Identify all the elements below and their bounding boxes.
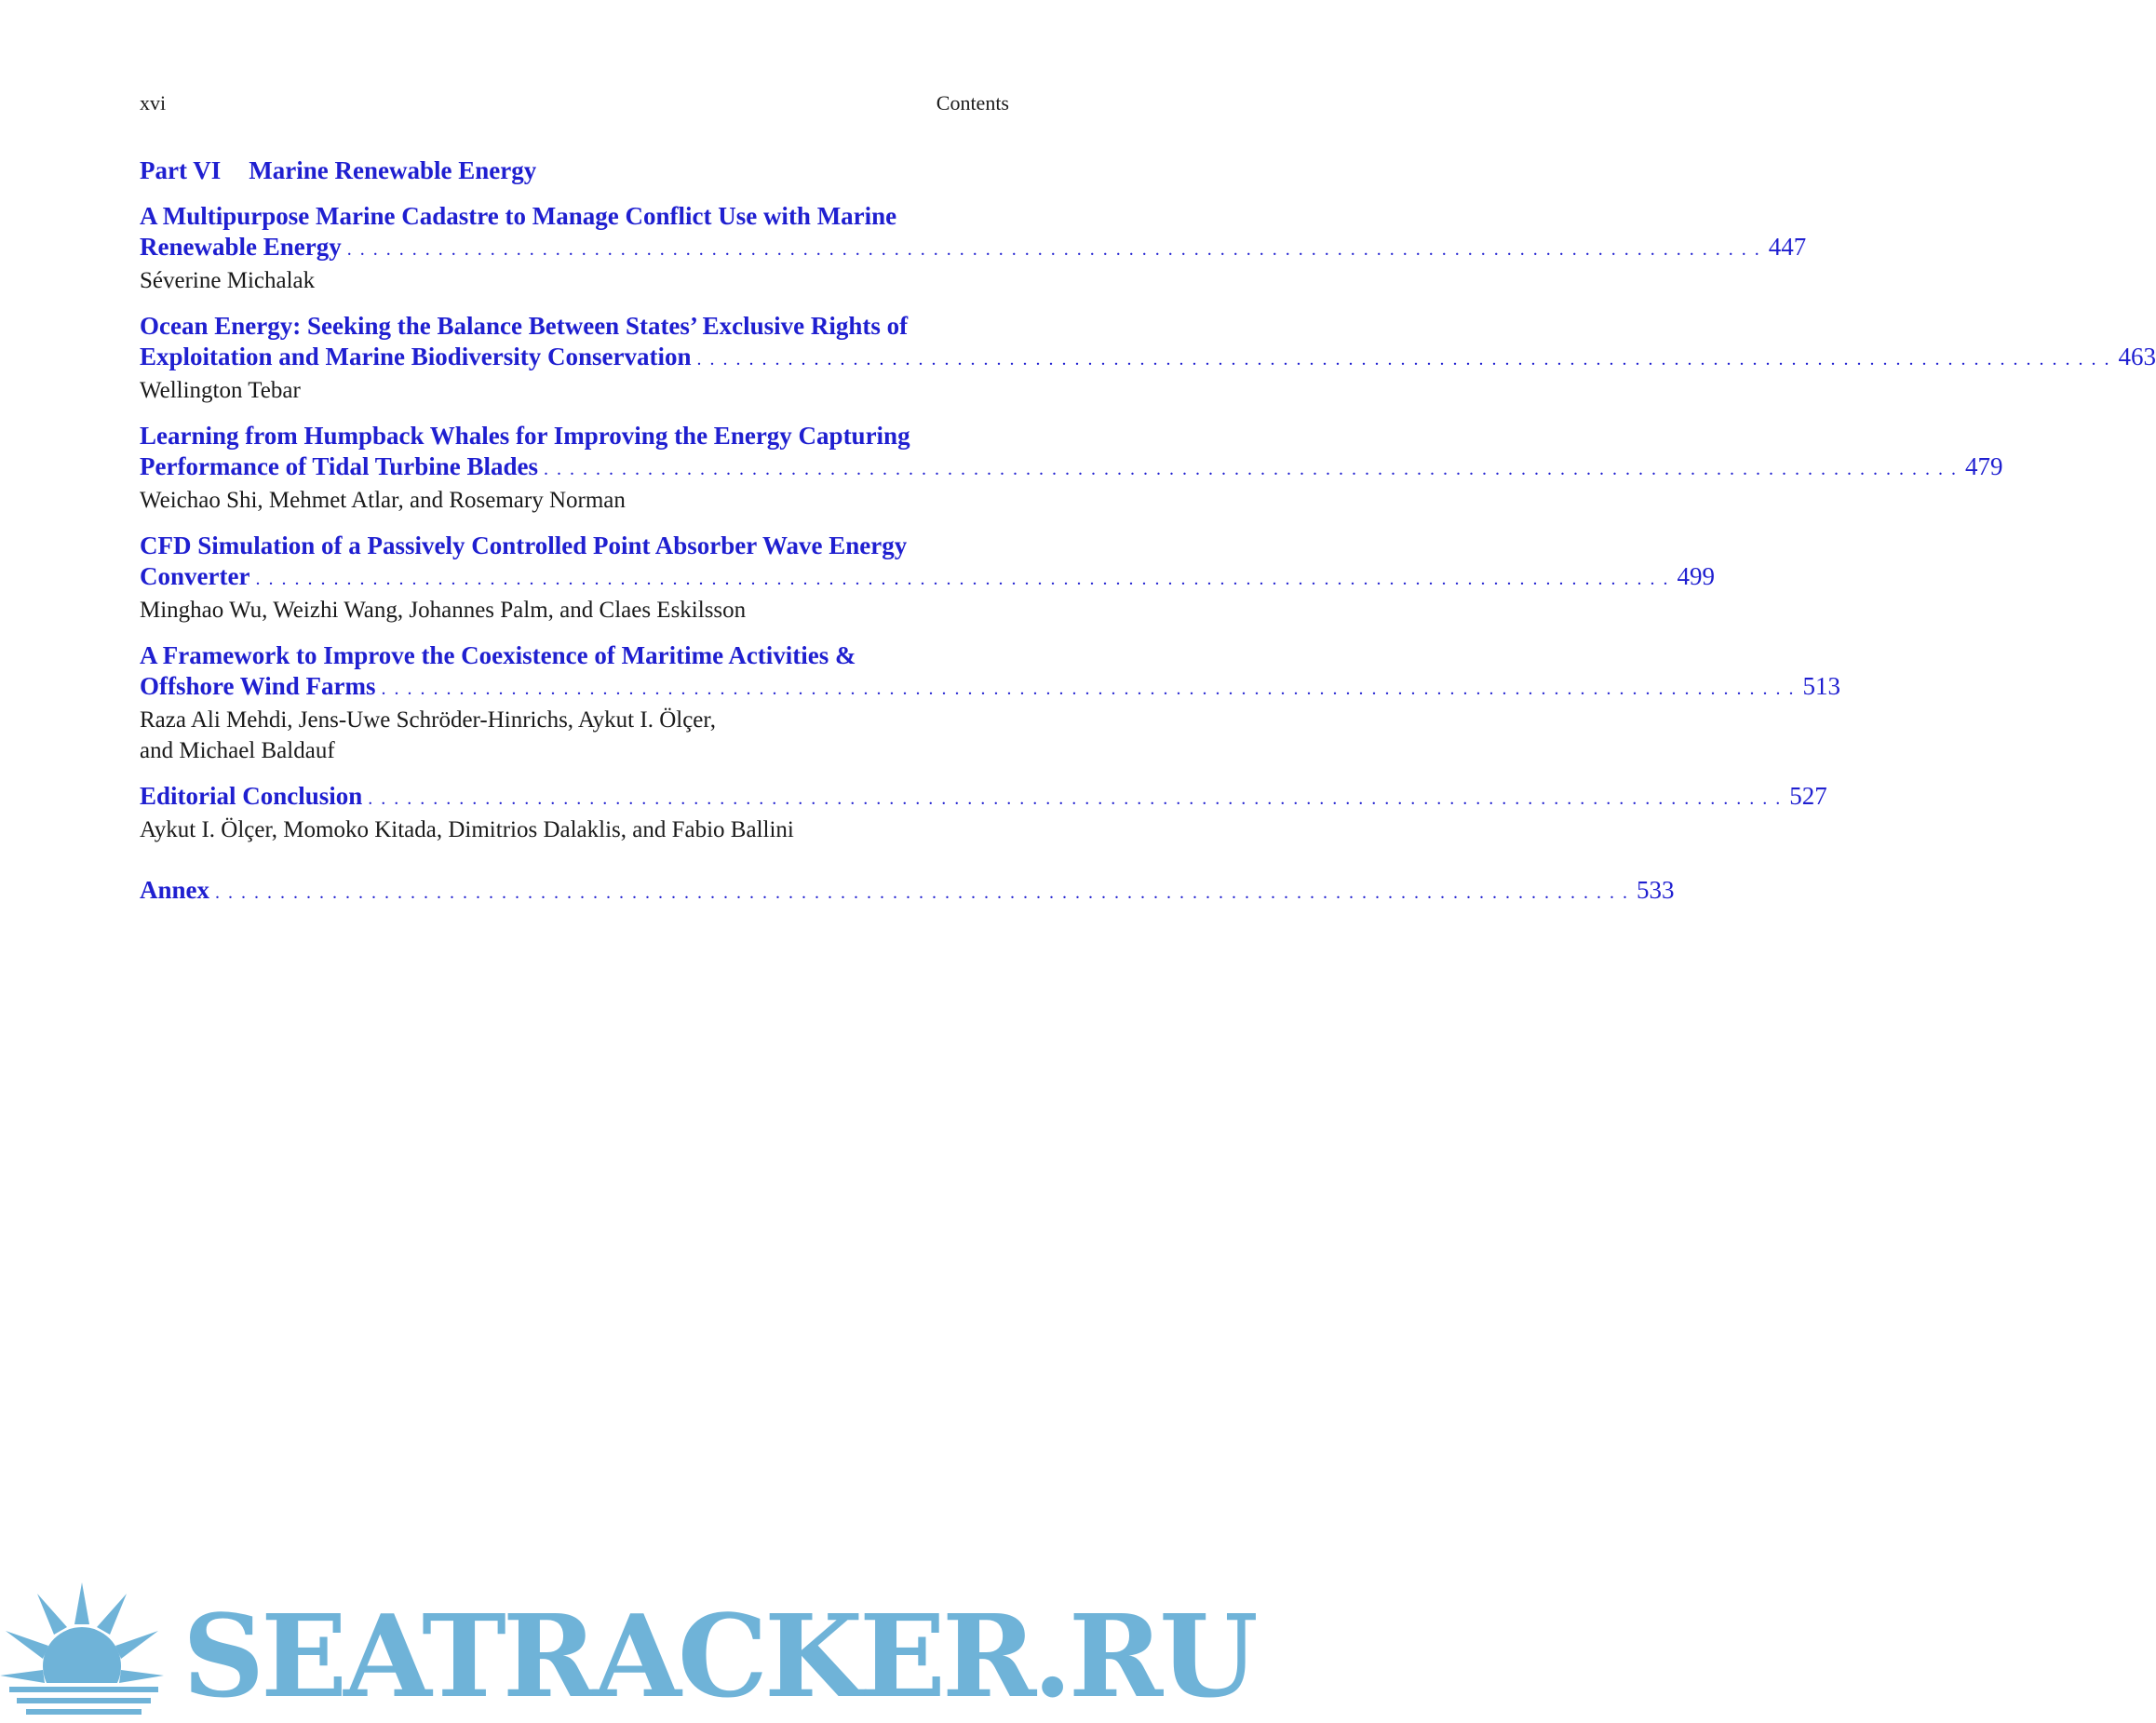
toc-entry-authors: Wellington Tebar <box>140 378 301 403</box>
toc-entry-title-line[interactable]: Learning from Humpback Whales for Improving the Energy Capturing <box>140 422 910 450</box>
annex-title[interactable]: Annex <box>140 876 210 904</box>
toc-entry-page[interactable]: 499 <box>1677 562 1715 590</box>
part-title: Marine Renewable Energy <box>249 156 537 184</box>
toc-entry-title-end[interactable]: Editorial Conclusion <box>140 782 363 810</box>
toc-entry-title-final-line[interactable] <box>140 671 1841 705</box>
dot-leader <box>382 674 1796 705</box>
running-head-section: Contents <box>936 91 1009 114</box>
toc-entry-title-end[interactable]: Converter <box>140 562 250 590</box>
toc-entry-authors: Aykut I. Ölçer, Momoko Kitada, Dimitrios Dalaklis, and Fabio Ballini <box>140 817 794 842</box>
toc-entry[interactable] <box>140 201 1807 296</box>
toc-entry-title-end[interactable]: Performance of Tidal Turbine Blades <box>140 452 539 480</box>
toc-entry[interactable] <box>140 640 1841 766</box>
toc-entry-title-line[interactable]: CFD Simulation of a Passively Controlled Point Absorber Wave Energy <box>140 532 908 559</box>
toc-entry-authors: Raza Ali Mehdi, Jens-Uwe Schröder-Hinrichs, Aykut I. Ölçer, <box>140 707 716 733</box>
toc-entry-title-end[interactable]: Exploitation and Marine Biodiversity Conservation <box>140 343 692 370</box>
dot-leader <box>544 454 1958 485</box>
toc-entry-page[interactable]: 447 <box>1768 233 1807 261</box>
toc-entry[interactable] <box>140 531 1715 626</box>
toc-entry-title-final-line[interactable] <box>140 232 1807 265</box>
dot-leader <box>347 235 1761 265</box>
part-label: Part VI <box>140 156 222 184</box>
dot-leader <box>697 344 2111 375</box>
toc-entry-title-end[interactable]: Renewable Energy <box>140 233 342 261</box>
toc-entry[interactable] <box>140 311 2156 406</box>
table-of-contents <box>140 155 2156 923</box>
toc-entry-title-final-line[interactable] <box>140 451 2003 485</box>
part-heading[interactable] <box>140 155 1009 186</box>
toc-entry-authors: Weichao Shi, Mehmet Atlar, and Rosemary Norman <box>140 488 626 513</box>
toc-entry-title-final-line[interactable] <box>140 875 1675 909</box>
dot-leader <box>368 784 1782 814</box>
toc-entry[interactable] <box>140 421 2003 516</box>
toc-entry-title-line[interactable]: A Framework to Improve the Coexistence of Maritime Activities & <box>140 641 856 669</box>
toc-entry-page[interactable]: 479 <box>1965 452 2003 480</box>
toc-entry-authors: Séverine Michalak <box>140 268 316 293</box>
toc-entry-title-final-line[interactable] <box>140 561 1715 595</box>
page-number: xvi <box>140 91 167 114</box>
toc-entry-title-final-line[interactable] <box>140 342 2156 375</box>
toc-entry-authors: Minghao Wu, Weizhi Wang, Johannes Palm, and Claes Eskilsson <box>140 598 747 623</box>
toc-entry-title-end[interactable]: Offshore Wind Farms <box>140 672 376 700</box>
toc-entry-page[interactable]: 513 <box>1802 672 1841 700</box>
running-head <box>140 91 1009 115</box>
dot-leader <box>215 878 1629 909</box>
watermark-text: SEATRACKER.RU <box>182 1589 1255 1723</box>
toc-entry-title-line[interactable]: Ocean Energy: Seeking the Balance Between States’ Exclusive Rights of <box>140 312 909 340</box>
toc-entry-page[interactable]: 463 <box>2118 343 2156 370</box>
toc-entry-page[interactable]: 527 <box>1789 782 1827 810</box>
toc-entry-annex[interactable] <box>140 875 1675 909</box>
toc-entry-title-final-line[interactable] <box>140 781 1827 814</box>
toc-entry-authors-continued: and Michael Baldauf <box>140 738 335 763</box>
toc-entry[interactable] <box>140 781 1827 845</box>
dot-leader <box>255 564 1669 595</box>
toc-entry-title-line[interactable]: A Multipurpose Marine Cadastre to Manage Conflict Use with Marine <box>140 202 897 230</box>
annex-page[interactable]: 533 <box>1637 876 1675 904</box>
